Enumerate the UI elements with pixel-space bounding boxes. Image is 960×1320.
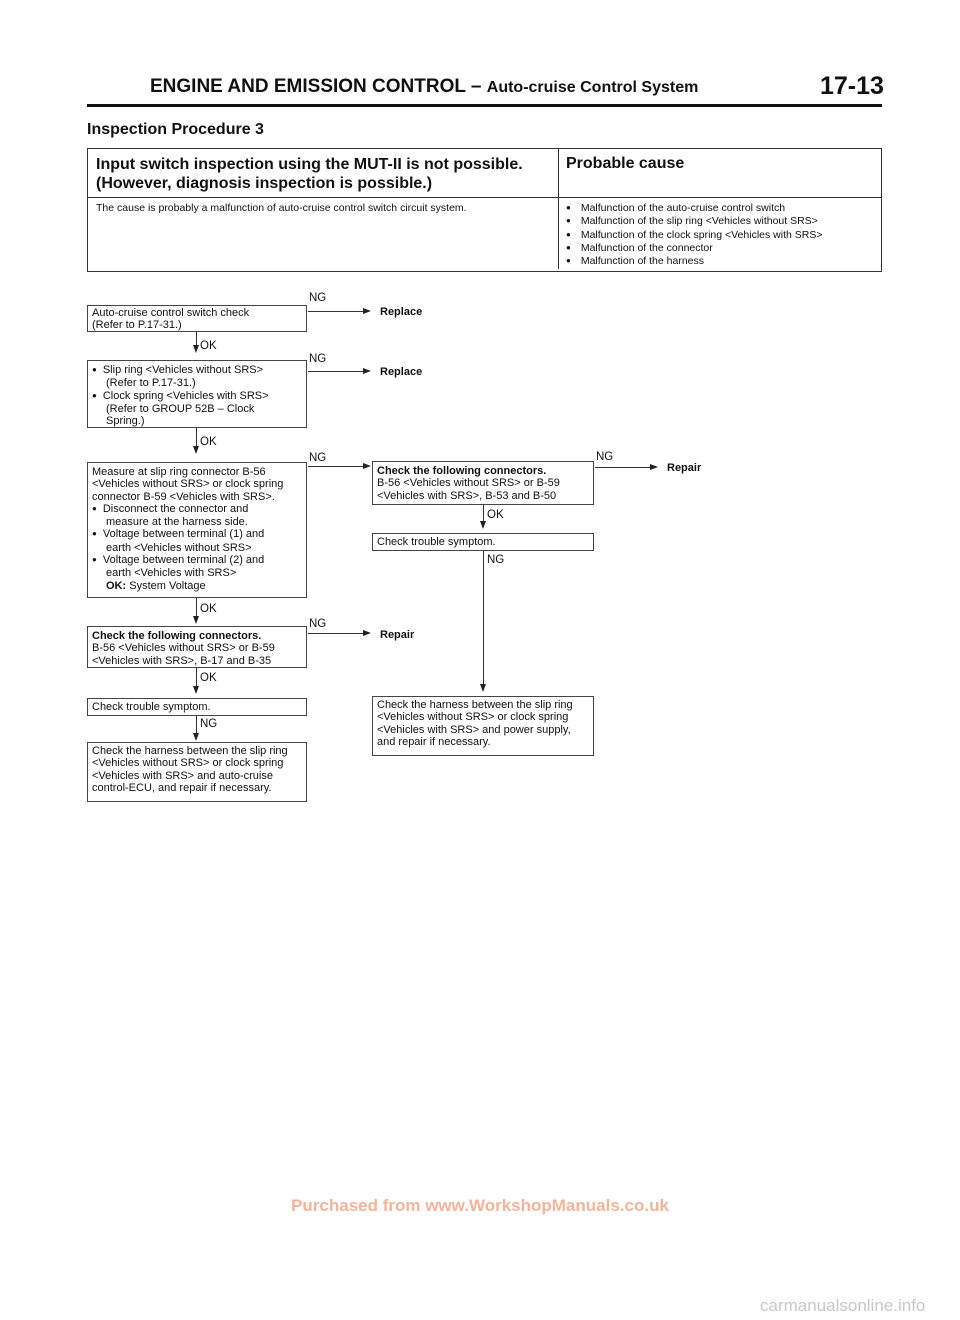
arrow-right-icon <box>363 630 371 636</box>
step-text: Measure at slip ring connector B-56 <box>92 466 266 478</box>
step-text: (Refer to P.17-31.) <box>106 377 196 390</box>
step-text: Auto-cruise control switch check <box>92 307 250 319</box>
step-text: control-ECU, and repair if necessary. <box>92 781 272 794</box>
step-check-trouble-symptom-right <box>372 533 594 551</box>
table-divider-vertical <box>558 149 559 269</box>
page-number: 17-13 <box>820 72 884 100</box>
title-dash: – <box>465 76 487 97</box>
action-replace: Replace <box>380 366 423 378</box>
step-text: Check trouble symptom. <box>377 536 496 548</box>
arrow-down-icon <box>480 521 486 529</box>
inspection-table <box>87 148 882 272</box>
action-repair: Repair <box>667 462 702 474</box>
step-bullet: ● Voltage between terminal (2) and <box>92 554 302 567</box>
procedure-title: Inspection Procedure 3 <box>87 121 264 138</box>
step-text: earth <Vehicles with SRS> <box>106 567 237 580</box>
step-check-harness-power <box>372 696 594 756</box>
ng-connector-line <box>308 311 363 312</box>
step-text: <Vehicles without SRS> or clock spring <box>377 711 569 724</box>
ok-label: OK <box>200 436 217 448</box>
ng-label: NG <box>487 554 505 566</box>
step-text: <Vehicles with SRS>, B-17 and B-35 <box>92 654 272 667</box>
step-text: connector B-59 <Vehicles with SRS>. <box>92 490 275 503</box>
ng-label: NG <box>309 618 327 630</box>
step-bullet: ● Disconnect the connector and <box>92 503 302 516</box>
ng-connector-line <box>308 466 363 467</box>
purchase-notice: Purchased from www.WorkshopManuals.co.uk <box>291 1196 669 1215</box>
ok-connector-line <box>196 332 197 346</box>
probable-cause-heading: Probable cause <box>566 155 685 172</box>
step-text: measure at the harness side. <box>106 516 248 529</box>
condition-line-2: (However, diagnosis inspection is possible.) <box>96 175 433 192</box>
ok-connector-line <box>196 428 197 448</box>
ok-spec-label: OK: <box>106 579 127 592</box>
step-check-harness-ecu <box>87 742 307 802</box>
ok-connector-line <box>196 668 197 688</box>
step-heading: Check the following connectors. <box>92 630 262 642</box>
step-check-connectors <box>87 626 307 668</box>
ng-label: NG <box>309 353 327 365</box>
condition-line-1: Input switch inspection using the MUT-II is not possible. <box>96 156 523 173</box>
list-item: ● Malfunction of the auto-cruise control switch <box>566 202 822 215</box>
step-text: <Vehicles with SRS> and power supply, <box>377 723 571 736</box>
step-text: B-56 <Vehicles without SRS> or B-59 <box>377 477 560 490</box>
step-bullet: ● Clock spring <Vehicles with SRS> <box>92 390 302 403</box>
action-repair: Repair <box>380 629 415 641</box>
watermark: carmanualsonline.info <box>760 1296 926 1315</box>
step-bullet: ● Slip ring <Vehicles without SRS> <box>92 364 302 377</box>
action-replace: Replace <box>380 306 423 318</box>
step-text: (Refer to GROUP 52B – Clock <box>106 402 255 415</box>
step-slip-ring-clock-spring <box>87 360 307 428</box>
ng-connector-line <box>308 633 363 634</box>
arrow-down-icon <box>193 733 199 741</box>
section-title <box>150 76 698 98</box>
header-rule <box>87 104 882 107</box>
list-item: ● Malfunction of the harness <box>566 255 822 268</box>
section-title-main: ENGINE AND EMISSION CONTROL <box>150 76 466 97</box>
step-heading: Check the following connectors. <box>377 465 547 477</box>
step-switch-check <box>87 305 307 332</box>
ok-label: OK <box>200 340 217 352</box>
arrow-down-icon <box>193 345 199 353</box>
list-item: ● Malfunction of the clock spring <Vehicles with SRS> <box>566 229 822 242</box>
ng-connector-line <box>595 467 650 468</box>
step-text: B-56 <Vehicles without SRS> or B-59 <box>92 642 275 655</box>
arrow-down-icon <box>193 686 199 694</box>
arrow-down-icon <box>193 616 199 624</box>
ok-spec <box>92 580 302 592</box>
list-item: ● Malfunction of the slip ring <Vehicles without SRS> <box>566 215 822 228</box>
ng-label: NG <box>309 292 327 304</box>
ng-connector-line <box>483 551 484 686</box>
step-text: <Vehicles without SRS> or clock spring <box>92 478 284 491</box>
ng-connector-line <box>308 371 363 372</box>
ng-label: NG <box>200 718 218 730</box>
arrow-down-icon <box>193 446 199 454</box>
cause-description: The cause is probably a malfunction of auto-cruise control switch circuit system. <box>96 202 467 214</box>
ng-label: NG <box>309 452 327 464</box>
step-check-trouble-symptom <box>87 698 307 716</box>
arrow-right-icon <box>363 463 371 469</box>
table-divider-horizontal <box>88 197 881 198</box>
step-text: Check trouble symptom. <box>92 701 211 713</box>
step-text: Spring.) <box>106 415 145 428</box>
step-text: Check the harness between the slip ring <box>92 745 288 757</box>
step-bullet: ● Voltage between terminal (1) and <box>92 528 302 541</box>
ok-label: OK <box>200 672 217 684</box>
step-text: <Vehicles with SRS>, B-53 and B-50 <box>377 489 557 502</box>
list-item: ● Malfunction of the connector <box>566 242 822 255</box>
ng-label: NG <box>596 451 614 463</box>
step-measure-voltage <box>87 462 307 598</box>
ok-label: OK <box>487 509 504 521</box>
step-text: Check the harness between the slip ring <box>377 699 573 711</box>
arrow-right-icon <box>650 464 658 470</box>
step-text: <Vehicles with SRS> and auto-cruise <box>92 769 273 782</box>
arrow-right-icon <box>363 368 371 374</box>
probable-cause-list <box>566 202 822 268</box>
ok-connector-line <box>196 598 197 618</box>
arrow-down-icon <box>480 684 486 692</box>
ok-spec-value: System Voltage <box>129 579 206 592</box>
step-text: (Refer to P.17-31.) <box>92 318 182 331</box>
ok-label: OK <box>200 603 217 615</box>
step-text: earth <Vehicles without SRS> <box>106 541 252 554</box>
step-text: <Vehicles without SRS> or clock spring <box>92 757 284 770</box>
condition-heading <box>96 155 523 193</box>
arrow-right-icon <box>363 308 371 314</box>
section-subtitle: Auto-cruise Control System <box>486 79 699 96</box>
step-text: and repair if necessary. <box>377 735 491 748</box>
step-check-connectors-power <box>372 461 594 505</box>
